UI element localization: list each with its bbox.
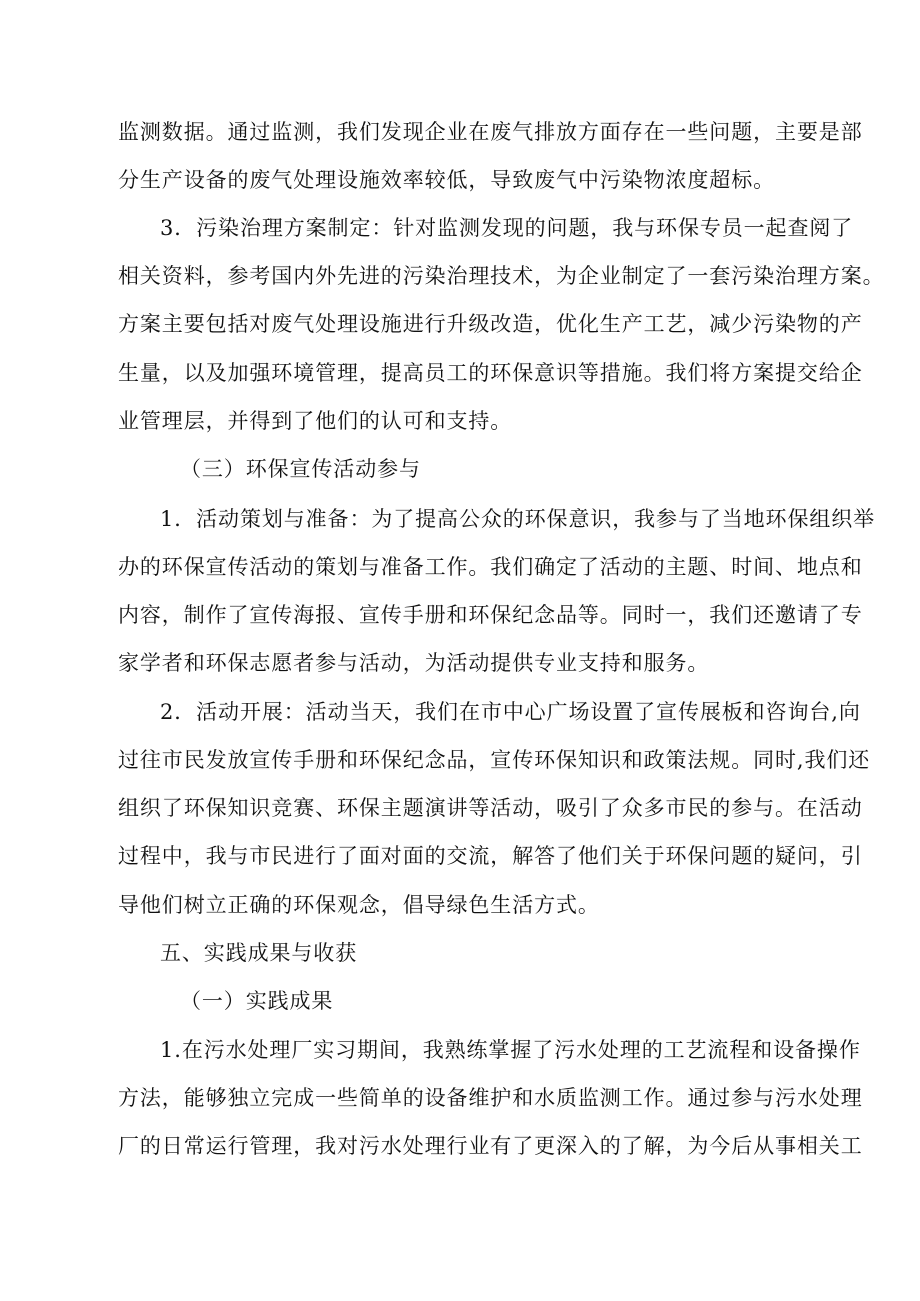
- body-line: 内容，制作了宣传海报、宣传手册和环保纪念品等。同时一，我们还邀请了专: [118, 603, 863, 627]
- body-line: 方法，能够独立完成一些简单的设备维护和水质监测工作。通过参与污水处理: [118, 1086, 863, 1110]
- body-line: 办的环保宣传活动的策划与准备工作。我们确定了活动的主题、时间、地点和: [118, 555, 863, 579]
- list-item-line: 3．污染治理方案制定：针对监测发现的问题，我与环保专员一起查阅了: [160, 216, 854, 240]
- body-line: 厂的日常运行管理，我对污水处理行业有了更深入的了解，为今后从事相关工: [118, 1134, 863, 1158]
- body-line: 家学者和环保志愿者参与活动，为活动提供专业支持和服务。: [118, 651, 710, 675]
- chapter-heading: 五、实践成果与收获: [160, 941, 358, 965]
- list-item-line: 1.在污水处理厂实习期间，我熟练掌握了污水处理的工艺流程和设备操作: [160, 1038, 861, 1062]
- body-line: 相关资料，参考国内外先进的污染治理技术，为企业制定了一套污染治理方案。: [118, 264, 885, 288]
- section-heading: （三）环保宣传活动参与: [180, 457, 421, 481]
- body-line: 过程中，我与市民进行了面对面的交流，解答了他们关于环保问题的疑问，引: [118, 844, 863, 868]
- body-line: 分生产设备的废气处理设施效率较低，导致废气中污染物浓度超标。: [118, 168, 775, 192]
- body-line: 业管理层，并得到了他们的认可和支持。: [118, 409, 513, 433]
- list-item-line: 1．活动策划与准备：为了提高公众的环保意识，我参与了当地环保组织举: [160, 507, 876, 531]
- list-item-line: 2．活动开展：活动当天，我们在市中心广场设置了宣传展板和咨询台,向: [160, 700, 861, 724]
- body-line: 组织了环保知识竞赛、环保主题演讲等活动，吸引了众多市民的参与。在活动: [118, 796, 863, 820]
- body-line: 导他们树立正确的环保观念，倡导绿色生活方式。: [118, 893, 600, 917]
- section-heading: （一）实践成果: [180, 989, 334, 1013]
- body-line: 监测数据。通过监测，我们发现企业在废气排放方面存在一些问题，主要是部: [118, 120, 863, 144]
- body-line: 方案主要包括对废气处理设施进行升级改造，优化生产工艺，减少污染物的产: [118, 312, 863, 336]
- body-line: 过往市民发放宣传手册和环保纪念品，宣传环保知识和政策法规。同时,我们还: [118, 748, 871, 772]
- body-line: 生量，以及加强环境管理，提高员工的环保意识等措施。我们将方案提交给企: [118, 361, 863, 385]
